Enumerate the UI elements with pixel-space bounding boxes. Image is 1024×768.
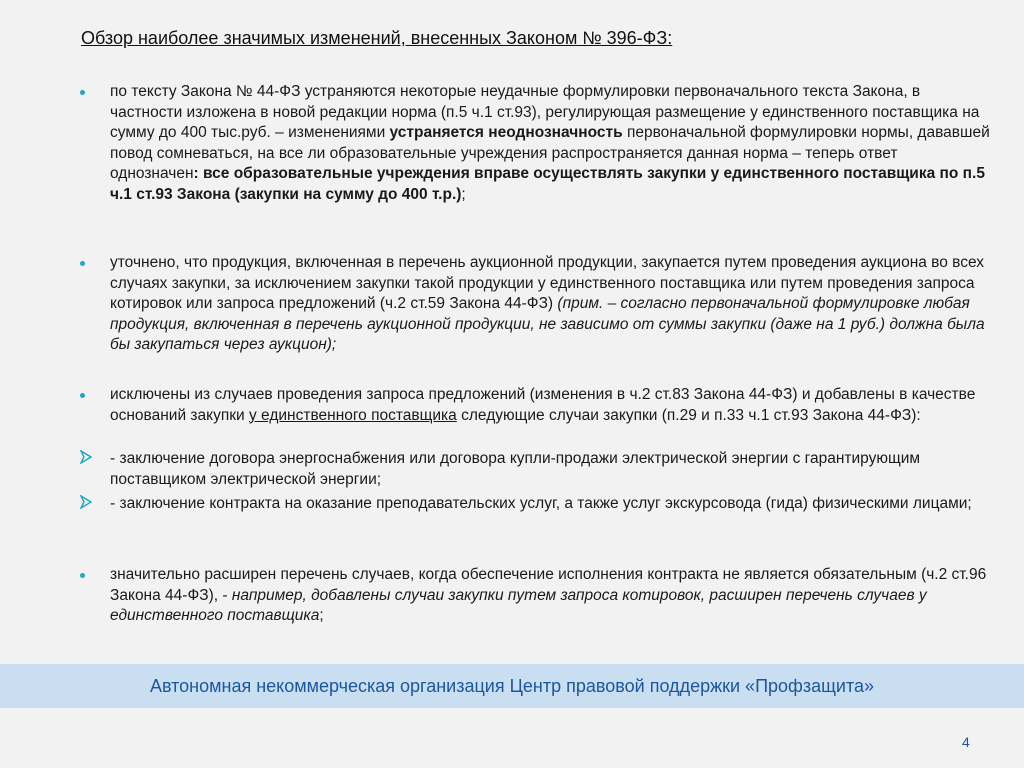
slide-title: Обзор наиболее значимых изменений, внесенных Законом № 396-ФЗ: [81, 28, 673, 48]
page-number: 4 [962, 734, 970, 750]
item-text: уточнено, что продукция, включенная в перечень аукционной продукции, закупается путем проведения аукциона во всех случаях закупки, за исключением закупки такой продукции у единственного поставщика или путем проведения запроса котировок или запроса предложений (ч.2 ст.59 Закона 44-ФЗ) (прим. – согласно первоначальной формулировке любая продукция, включенная в перечень аукционной продукции, не зависимо от суммы закупки (даже на 1 руб.) должна была бы закупаться через аукцион); [110, 254, 985, 353]
footer-banner [0, 664, 1024, 708]
bullet-icon [80, 573, 85, 578]
item-text: исключены из случаев проведения запроса предложений (изменения в ч.2 ст.83 Закона 44-ФЗ) и добавлены в качестве оснований закупки у единственного поставщика следующие случаи закупки (п.29 и п.33 ч.1 ст.93 Закона 44-ФЗ): [110, 386, 976, 424]
item-text: - заключение договора энергоснабжения или договора купли-продажи электрической энергии с гарантирующим поставщиком электрической энергии; [110, 450, 921, 488]
footer-text: Автономная некоммерческая организация Центр правовой поддержки «Профзащита» [149, 675, 875, 696]
bullet-icon [80, 393, 85, 398]
item-text: - заключение контракта на оказание преподавательских услуг, а также услуг экскурсовода (гида) физическими лицами; [110, 495, 972, 512]
list-item [110, 565, 990, 627]
bullet-icon [80, 90, 85, 95]
item-text: по тексту Закона № 44-ФЗ устраняются некоторые неудачные формулировки первоначального текста Закона, в частности изложена в новой редакции норма (п.5 ч.1 ст.93), регулирующая размещение у единственного поставщика на сумму до 400 тыс.руб. – изменениями устраняется неоднозначность первоначальной формулировки нормы, дававшей повод сомневаться, на все ли образовательные учреждения распространяется данная норма – теперь ответ однозначен: все образовательные учреждения вправе осуществлять закупки у единственного поставщика по п.5 ч.1 ст.93 Закона (закупки на сумму до 400 т.р.); [110, 83, 990, 203]
arrow-bullet-icon [80, 450, 92, 464]
list-item [110, 82, 990, 205]
list-item [110, 385, 990, 426]
bullet-icon [80, 261, 85, 266]
arrow-bullet-icon [80, 495, 92, 509]
item-text: значительно расширен перечень случаев, когда обеспечение исполнения контракта не является обязательным (ч.2 ст.96 Закона 44-ФЗ), - например, добавлены случаи закупки путем запроса котировок, расширен перечень случаев у единственного поставщика; [110, 566, 987, 624]
list-item [110, 449, 990, 490]
list-item [110, 253, 990, 356]
list-item [110, 494, 990, 515]
